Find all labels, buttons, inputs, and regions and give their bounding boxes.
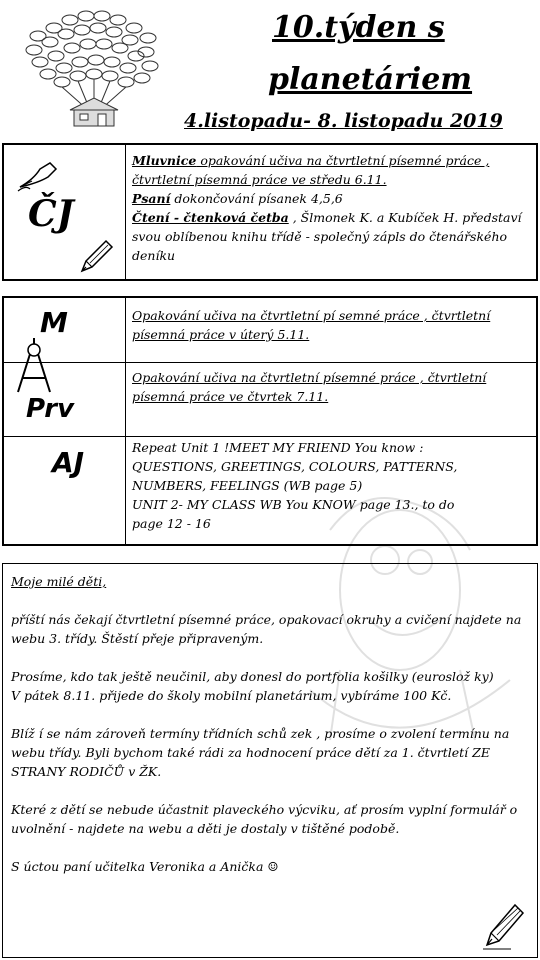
czech-section — [2, 143, 538, 281]
prv-text: Opakování učiva na čtvrtletní písemné práce , čtvrtletní písemná práce ve čtvrtek 7.11. — [132, 370, 487, 404]
compass-icon — [12, 334, 56, 398]
page-title-line1: 10.týden s — [272, 10, 445, 45]
divider — [4, 362, 536, 363]
letter-to-children — [2, 563, 538, 958]
aj-line: page 12 - 16 — [132, 516, 211, 531]
aj-line: NUMBERS, FEELINGS (WB page 5) — [132, 478, 363, 493]
divider — [4, 436, 536, 437]
letter-paragraph: V pátek 8.11. přijede do školy mobilní planetárium, vybíráme 100 Kč. — [11, 688, 452, 703]
prv-label: Prv — [26, 394, 75, 424]
aj-line: UNIT 2- MY CLASS WB You KNOW page 13., to do — [132, 497, 455, 512]
prv-content — [132, 368, 530, 406]
aj-line: Repeat Unit 1 !MEET MY FRIEND You know : — [132, 440, 424, 455]
aj-content — [132, 438, 530, 533]
math-label: M — [40, 306, 68, 339]
letter-paragraph: Blíž í se nám zároveň termíny třídních schů zek , prosíme o zvolení termínu na webu třídy. Byli bychom také rádi za hodnocení práce dětí za 1. čtvrtletí ZE STRANY RODIČŮ v ŽK. — [11, 726, 510, 779]
psani-text: dokončování písanek 4,5,6 — [170, 191, 343, 206]
letter-paragraph: Prosíme, kdo tak ještě neučinil, aby donesl do portfolia košilky (euroslož ky) — [11, 669, 494, 684]
math-prv-aj-section — [2, 296, 538, 546]
mluvnice-label: Mluvnice — [132, 153, 197, 168]
aj-label: AJ — [52, 446, 85, 479]
czech-subject-cell — [4, 145, 126, 279]
week-dates: 4.listopadu- 8. listopadu 2019 — [184, 110, 503, 132]
pencil-icon — [481, 899, 527, 951]
fountain-pen-icon — [16, 159, 62, 193]
pencil-icon — [76, 237, 116, 277]
page-title-line2: planetáriem — [268, 62, 473, 97]
letter-paragraph: Které z dětí se nebude účastnit plaveckého výcviku, ať prosím vyplní formulář o uvolnění - najdete na webu a děti je dostaly v tištěné podobě. — [11, 802, 518, 836]
czech-label: ČJ — [28, 193, 74, 235]
math-text: Opakování učiva na čtvrtletní pí semné práce , čtvrtletní písemná práce v úterý 5.11. — [132, 308, 491, 342]
czech-content — [132, 151, 530, 265]
letter-signature: S úctou paní učitelka Veronika a Anička ☺ — [11, 859, 279, 874]
cteni-label: Čtení - čtenková četba — [132, 210, 289, 225]
page-header — [0, 0, 540, 140]
letter-greeting: Moje milé děti, — [11, 574, 107, 589]
mluvnice-text: opakování učiva na čtvrtletní písemné práce , čtvrtletní písemná práce ve středu 6.11. — [132, 153, 490, 187]
math-content — [132, 306, 530, 344]
balloon-house-icon — [18, 6, 168, 134]
letter-paragraph: příští nás čekají čtvrtletní písemné práce, opakovací okruhy a cvičení najdete na webu 3. třídy. Štěstí přeje připraveným. — [11, 612, 522, 646]
aj-line: QUESTIONS, GREETINGS, COLOURS, PATTERNS, — [132, 459, 458, 474]
psani-label: Psaní — [132, 191, 171, 206]
letter-body — [11, 572, 527, 895]
cteni-text: , Šlmonek K. a Kubíček H. představí svou oblíbenou knihu třídě - společný zápls do čtenářského deníku — [132, 210, 522, 263]
